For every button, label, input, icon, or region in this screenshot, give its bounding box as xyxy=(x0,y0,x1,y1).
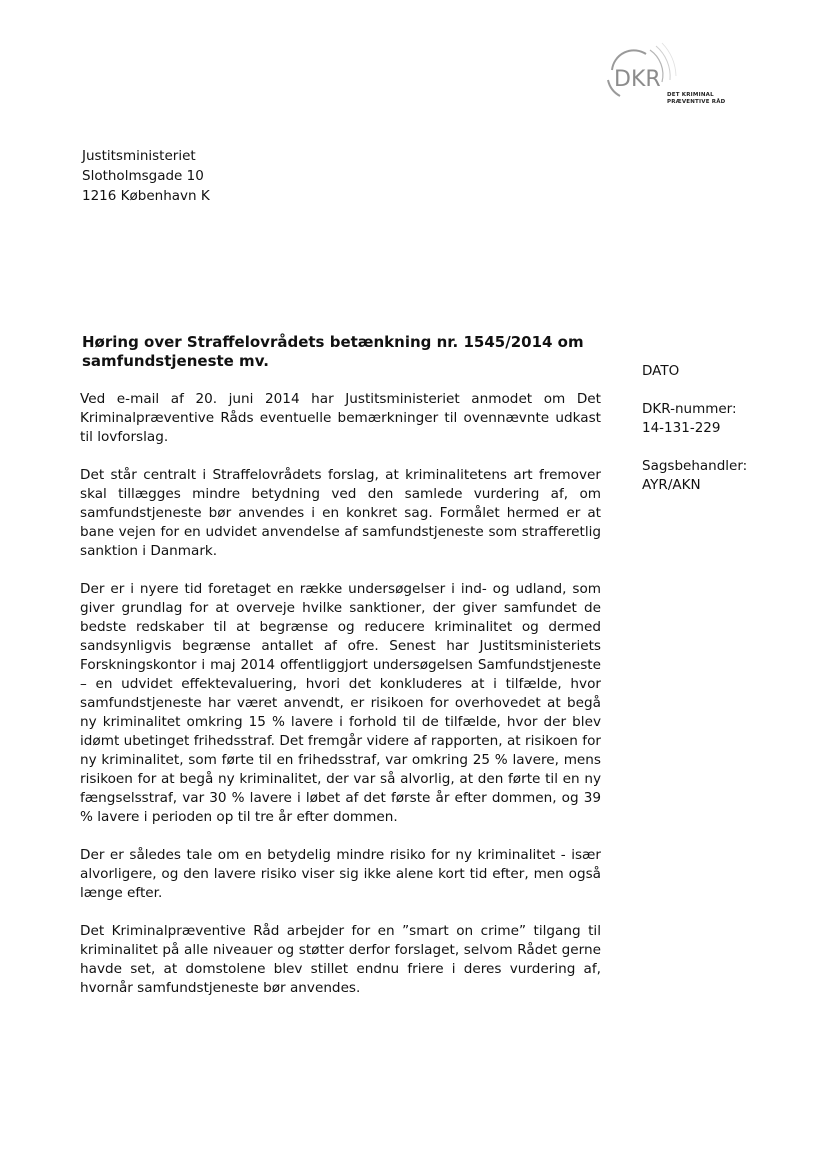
recipient-name: Justitsministeriet xyxy=(82,148,196,164)
logo-caption xyxy=(667,92,725,106)
logo-mark: DKR xyxy=(614,67,661,92)
logo-line-2: PRÆVENTIVE RÅD xyxy=(667,99,726,105)
paragraph: Det Kriminalpræventive Råd arbejder for en ”smart on crime” tilgang til kriminalitet på alle niveauer og støtter derfor forslaget, selvom Rådet gerne havde set, at domstolene blev stillet endnu friere i deres vurdering af, hvornår samfundstjeneste bør anvendes. xyxy=(80,923,601,996)
case-handler-label: Sagsbehandler: xyxy=(642,458,748,474)
date-block xyxy=(642,362,747,381)
case-handler-value: AYR/AKN xyxy=(642,477,701,493)
recipient-street: Slotholmsgade 10 xyxy=(82,168,204,184)
letter-title: Høring over Straffelovrådets betænkning nr. 1545/2014 om samfundstjeneste mv. xyxy=(82,333,584,370)
dkr-logo-icon xyxy=(590,40,750,120)
paragraph: Ved e-mail af 20. juni 2014 har Justitsministeriet anmodet om Det Kriminalpræventive Råds eventuelle bemærkninger til ovennævnte udkast til lovforslag. xyxy=(80,391,601,445)
letter-body xyxy=(80,390,601,1017)
dkr-number-value: 14-131-229 xyxy=(642,420,721,436)
case-handler-block xyxy=(642,457,747,495)
case-meta xyxy=(642,362,747,514)
paragraph: Der er således tale om en betydelig mindre risiko for ny kriminalitet - især alvorligere, og den lavere risiko viser sig ikke alene kort tid efter, men også længe efter. xyxy=(80,847,601,901)
logo-line-1: DET KRIMINAL xyxy=(667,92,714,98)
recipient-city: 1216 København K xyxy=(82,188,210,204)
dkr-number-block xyxy=(642,400,747,438)
recipient-address xyxy=(82,146,210,206)
paragraph: Det står centralt i Straffelovrådets forslag, at kriminalitetens art fremover skal tillægges mindre betydning ved den samlede vurdering af, om samfundstjeneste bør anvendes i en konkret sag. Formålet hermed er at bane vejen for en udvidet anvendelse af samfundstjeneste som strafferetlig sanktion i Danmark. xyxy=(80,467,601,559)
dkr-number-label: DKR-nummer: xyxy=(642,401,737,417)
date-label: DATO xyxy=(642,363,680,379)
paragraph: Der er i nyere tid foretaget en række undersøgelser i ind- og udland, som giver grundlag for at overveje hvilke sanktioner, der giver samfundet de bedste redskaber til at begrænse og reducere kriminalitet og dermed sandsynligvis begrænse antallet af ofre. Senest har Justitsministeriets Forskningskontor i maj 2014 offentliggjort undersøgelsen Samfundstjeneste – en udvidet effektevaluering, hvori det konkluderes at i tilfælde, hvor samfundstjeneste har været anvendt, er risikoen for overhovedet at begå ny kriminalitet omkring 15 % lavere i forhold til de tilfælde, hvor der blev idømt ubetinget frihedsstraf. Det fremgår videre af rapporten, at risikoen for ny kriminalitet, som førte til en frihedsstraf, var omkring 25 % lavere, mens risikoen for at begå ny kriminalitet, der var så alvorlig, at den førte til en ny fængselsstraf, var 30 % lavere i løbet af det første år efter dommen, og 39 % lavere i perioden op til tre år efter dommen. xyxy=(80,581,601,825)
